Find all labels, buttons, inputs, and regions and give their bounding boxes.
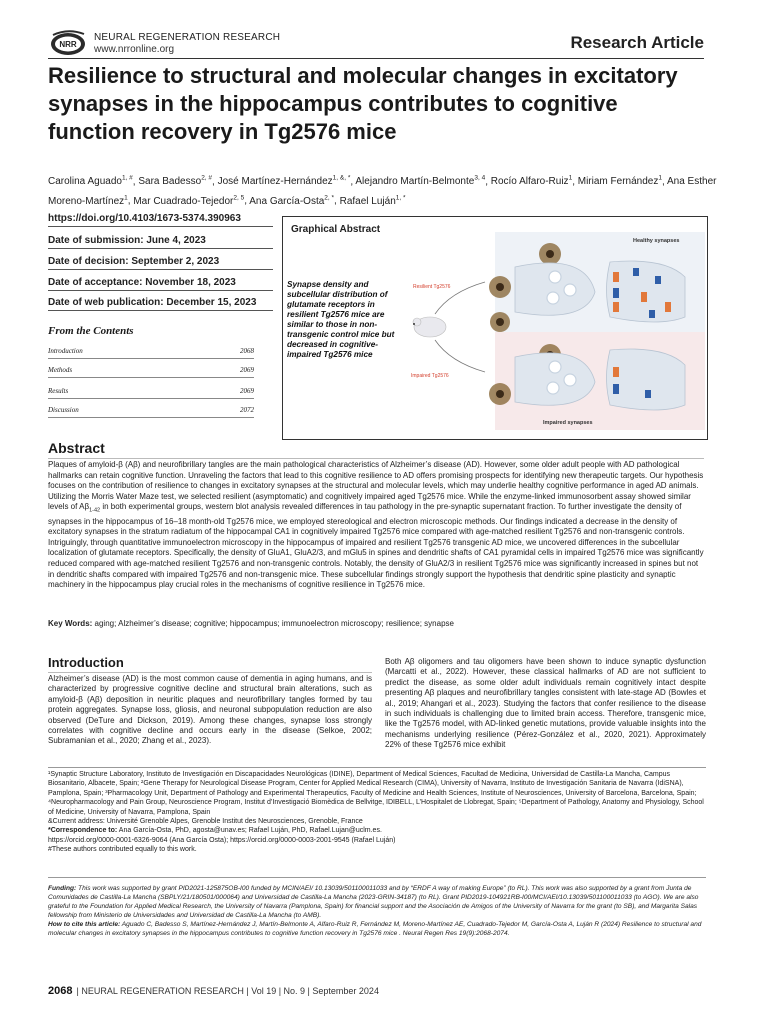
page-footer — [48, 985, 379, 997]
keywords-label: Key Words: — [48, 619, 93, 628]
contents-heading: From the Contents — [48, 325, 134, 337]
funding-divider — [48, 877, 706, 878]
orcid-links[interactable]: https://orcid.org/0000-0001-6326-9064 (Ana García Osta); https://orcid.org/0000-0003-2001-9545 (Rafael Luján) — [48, 836, 396, 844]
journal-name: NEURAL REGENERATION RESEARCH — [94, 32, 281, 43]
footer-journal-info: | NEURAL REGENERATION RESEARCH | Vol 19 | No. 9 | September 2024 — [76, 986, 379, 996]
author-list: Carolina Aguado$^{1, \#}$, Sara Badesso$^{2, \#}$, José Martínez-Hernández$^{1, \&, *}$, Alejandro Martín-Belmonte$^{3, 4}$, Rocío Alfaro-Ruiz$^1$, Miriam Fernández$^1$, Ana Esther Moreno-Martínez$^1$, Mar Cuadrado-Tejedor$^{2, 5}$, Ana García-Osta$^{2, *}$, Rafael Luján$^{1, *}$ — [48, 175, 717, 207]
author-affiliation-marker: 1 — [568, 175, 573, 182]
introduction-column-left: Alzheimer’s disease (AD) is the most common cause of dementia in aging humans, and is characterized by progressive cognitive decline and structural brain alterations, such as amyloid-β (Aβ) deposition in neuritic plaques and neurofibrillary tangles formed by tau protein aggregates. Synapse loss, gliosis, and neuronal subpopulation reduction are also observed (DeTure and Dickson, 2019). Among these changes, synapse loss strongly correlates with cognitive decline and occurs early in the disease (Selkoe, 2002; Subramanian et al., 2020; Zhang et al., 2023). — [48, 674, 372, 746]
introduction-heading: Introduction — [48, 655, 124, 670]
toc-item-methods[interactable] — [48, 366, 254, 378]
svg-text:NRR: NRR — [59, 40, 77, 49]
abstract-heading: Abstract — [48, 440, 105, 456]
page-number: 2068 — [48, 985, 73, 997]
date-web-publication: Date of web publication: December 15, 2023 — [48, 297, 273, 311]
affiliations — [48, 770, 708, 855]
label-healthy-synapses: Healthy synapses — [633, 238, 680, 244]
plaque — [496, 390, 504, 398]
author-affiliation-marker: 3, 4 — [474, 175, 486, 182]
date-acceptance: Date of acceptance: November 18, 2023 — [48, 277, 273, 291]
author: Carolina Aguado$^{1, \#}$ — [48, 175, 133, 188]
author: Rafael Luján$^{1, *}$ — [339, 194, 406, 207]
correspondence-label: *Correspondence to: — [48, 827, 118, 835]
abstract-text-part2: in both experimental groups, western blot analysis revealed differences in tau pathology in the pre-synaptic supernatant fraction. To further investigate the density of synapses in the hippocampus of 16–18 month-old Tg2576 mice, we employed stereological and electron microscopic methods. Our findings indicated a decrease in the density of excitatory synapses in the stratum radiatum of the hippocampal CA1 in cognitively impaired Tg2576 mice compared with age-matched resilient Tg2576 and non-transgenic controls. Intriguingly, through quantitative immunoelectron microscopy in the hippocampus of impaired and resilient Tg2576 transgenic AD mice, we uncovered differences in the subcellular localization of glutamate receptors. Specifically, the density of GluA1, GluA2/3, and mGlu5 in spines and dendritic shafts of CA1 pyramidal cells in impaired Tg2576 mice was significantly reduced compared with age-matched resilient Tg2576 and non-transgenic controls. Notably, the density of GluA2/3 in resilient Tg2576 mice was significantly increased in spines but not in dendritic shafts compared with impaired Tg2576 and non-transgenic mice. These subcellular findings strongly support the hypothesis that dendritic spine plasticity and synaptic machinery in the hippocampus play crucial roles in the mechanisms of cognitive resilience in Tg2576 mice. — [48, 502, 704, 590]
journal-url[interactable]: www.nrronline.org — [94, 44, 175, 55]
author-affiliation-marker: 2, 5 — [233, 194, 245, 202]
author-affiliation-marker: 2, * — [324, 194, 335, 202]
toc-item-discussion[interactable] — [48, 406, 254, 418]
author-affiliation-marker: 1 — [658, 175, 662, 182]
plaque — [496, 318, 504, 326]
equal-contribution-note: #These authors contributed equally to this work. — [48, 846, 197, 854]
abstract-subscript: 1-42 — [89, 507, 101, 514]
funding-label: Funding: — [48, 885, 77, 892]
graphical-abstract-title: Graphical Abstract — [291, 224, 381, 235]
header-divider — [48, 58, 704, 59]
postsynaptic-spine-impaired — [607, 349, 686, 410]
author-affiliation-marker: 1 — [124, 194, 128, 202]
label-resilient-tg2576: Resilient Tg2576 — [413, 284, 451, 290]
toc-item-page: 2072 — [240, 406, 254, 414]
label-impaired-synapses: Impaired synapses — [543, 420, 593, 426]
nrr-logo-icon — [48, 28, 90, 58]
citation-text: Aguado C, Badesso S, Martínez-Hernández J, Martín-Belmonte A, Alfaro-Ruiz R, Fernández M, Moreno-Martínez AE, Cuadrado-Tejedor M, García-Osta A, Luján R (2024) Resilience to structural and molecular changes in excitatory synapses in the hippocampus contributes to cognitive function recovery in Tg2576 mice . Neural Regen Res 19(9):2068-2074. — [48, 921, 702, 938]
introduction-column-right: Both Aβ oligomers and tau oligomers have been shown to induce synaptic dysfunction (Marcatti et al., 2022). However, these classical hallmarks of AD are not sufficient to predict the disease, as some older adult individuals remain cognitively intact despite presenting Aβ plaques and neurofibrillary tangles consistent with late-stage AD (Bowles et al., 2019; Ahangari et al., 2023). Studying the factors that confer resilience to the disease in such individuals is challenging due to limited brain access. Therefore, transgenic mice, like the Tg2576 model, with AD-linked genetic mutations, provide valuable insights into the mechanisms underlying resilience (Pérez-González et al., 2020, 2021). Approximately 22% of these Tg2576 mice exhibit — [385, 657, 706, 750]
abstract-divider — [48, 458, 704, 459]
plaque — [546, 250, 554, 258]
toc-item-label: Introduction — [48, 347, 83, 355]
citation-label: How to cite this article: — [48, 921, 121, 929]
keywords-list: aging; Alzheimer’s disease; cognitive; hippocampus; immunoelectron microscopy; resilience; synapse — [92, 619, 454, 628]
author: Sara Badesso$^{2, \#}$ — [138, 175, 213, 188]
date-decision: Date of decision: September 2, 2023 — [48, 256, 273, 270]
toc-item-page: 2068 — [240, 347, 254, 355]
author-affiliation-marker: 1, # — [121, 175, 133, 182]
arrow-to-impaired — [435, 340, 485, 372]
correspondence — [48, 826, 708, 835]
correspondence-emails[interactable]: Ana García-Osta, PhD, agosta@unav.es; Rafael Luján, PhD, Rafael.Lujan@uclm.es. — [117, 827, 382, 835]
author: Ana Esther Moreno-Martínez$^1$ — [48, 176, 717, 207]
article-type: Research Article — [570, 33, 704, 52]
mouse-icon — [413, 317, 446, 337]
doi-link[interactable]: https://doi.org/10.4103/1673-5374.390963 — [48, 213, 273, 227]
label-impaired-tg2576: Impaired Tg2576 — [411, 373, 449, 379]
toc-item-results[interactable] — [48, 387, 254, 399]
toc-item-label: Discussion — [48, 406, 79, 414]
paper-title: Resilience to structural and molecular changes in excitatory synapses in the hippocampus contributes to cognitive function recovery in Tg2576 mice — [48, 63, 678, 144]
author: Alejandro Martín-Belmonte$^{3, 4}$ — [355, 175, 486, 188]
toc-item-page: 2069 — [240, 366, 254, 374]
funding-text: This work was supported by grant PID2021-125875OB-I00 funded by MCIN/AEI/ 10.13039/501100011033 and by “ERDF A way of making Europe” (to RL). This work was also supported by a grant from Junta de Comunidades de Castilla-La Mancha (SBPLY/21/180501/000064) and Universidad de Castilla-La Mancha (2023-GRIN-34187) (to RL). Grant PID2019-104921RB-I00/MCI/AEI/10.13039/501100011033 (to AGO). We are also grateful to the Foundation for Applied Medical Research, the University of Navarra (Pamplona, Spain) for financial support and the Asociación de Amigos of the University of Navarra for the grant (to SB), and Margarita Salas fellowship from Ministerio de Universidades and Universidad de Castilla-La Mancha (to AMB). — [48, 885, 699, 920]
affiliations-divider — [48, 767, 706, 768]
toc-item-introduction[interactable] — [48, 347, 254, 359]
author: Mar Cuadrado-Tejedor$^{2, 5}$ — [133, 194, 245, 207]
toc-item-page: 2069 — [240, 387, 254, 395]
toc-item-label: Results — [48, 387, 69, 395]
author: Miriam Fernández$^1$ — [577, 175, 662, 188]
abstract-body — [48, 460, 704, 591]
keywords — [48, 619, 704, 628]
author-affiliation-marker: 1, &, * — [332, 175, 351, 182]
author: José Martínez-Hernández$^{1, \&, *}$ — [217, 175, 351, 188]
author-affiliation-marker: 1, * — [395, 194, 406, 202]
abstract-text-part1: Plaques of amyloid-β (Aβ) and neurofibrillary tangles are the main pathological characteristics of Alzheimer’s disease (AD). However, some older adult people with AD pathological hallmarks can retain cognitive function. Unraveling the factors that lead to this cognitive resilience to AD offers promising prospects for identifying new therapeutic targets. Our hypothesis focuses on the contribution of resilience to changes in excitatory synapses at the structural and molecular levels, which may underlie healthy cognitive performance in aged AD animals. Utilizing the Morris Water Maze test, we selected resilient (asymptomatic) and cognitively impaired aged Tg2576 mice. While the enzyme-linked immunosorbent assay showed similar levels of Aβ — [48, 460, 704, 512]
affiliation-list: ¹Synaptic Structure Laboratory, Instituto de Investigación en Discapacidades Neurológicas (IDINE), Department of Medical Sciences, Facultad de Medicina, Universidad de Castilla-La Mancha, Campus Biosanitario, Albacete, Spain; ²Gene Therapy for Neurological Disease Program, Center for Applied Medical Research (CIMA), University of Navarra, Instituto de Investigación Sanitaria de Navarra (IdiSNA), Pamplona, Spain; ³Pharmacology Unit, Department of Pathology and Experimental Therapeutics, Faculty of Medicine and Health Sciences, Institute of Neurosciences, University of Barcelona, Barcelona, Spain; ⁴Neuropharmacology and Pain Group, Neuroscience Program, Institut d’Investigació Biomèdica de Bellvitge, IDIBELL, L’Hospitalet de Llobregat, Spain; ⁵Department of Pathology, Anatomy and Physiology, School of Medicine, University of Navarra, Pamplona, Spain — [48, 771, 704, 816]
author: Rocío Alfaro-Ruiz$^1$ — [490, 175, 573, 188]
current-address: &Current address: Université Grenoble Alpes, Grenoble Institut des Neurosciences, Grenoble, France — [48, 818, 363, 826]
graphical-abstract-caption: Synapse density and subcellular distribution of glutamate receptors in resilient Tg2576 mice are similar to those in non-transgenic control mice but decreased in cognitive-impaired Tg2576 mice — [287, 280, 395, 359]
toc-item-label: Methods — [48, 366, 73, 374]
graphical-abstract-figure — [405, 232, 705, 430]
introduction-divider — [48, 672, 372, 673]
funding-block — [48, 884, 706, 939]
author-affiliation-marker: 2, # — [201, 175, 213, 182]
date-submission: Date of submission: June 4, 2023 — [48, 235, 273, 249]
author: Ana García-Osta$^{2, *}$ — [249, 194, 335, 207]
plaque — [496, 283, 504, 291]
